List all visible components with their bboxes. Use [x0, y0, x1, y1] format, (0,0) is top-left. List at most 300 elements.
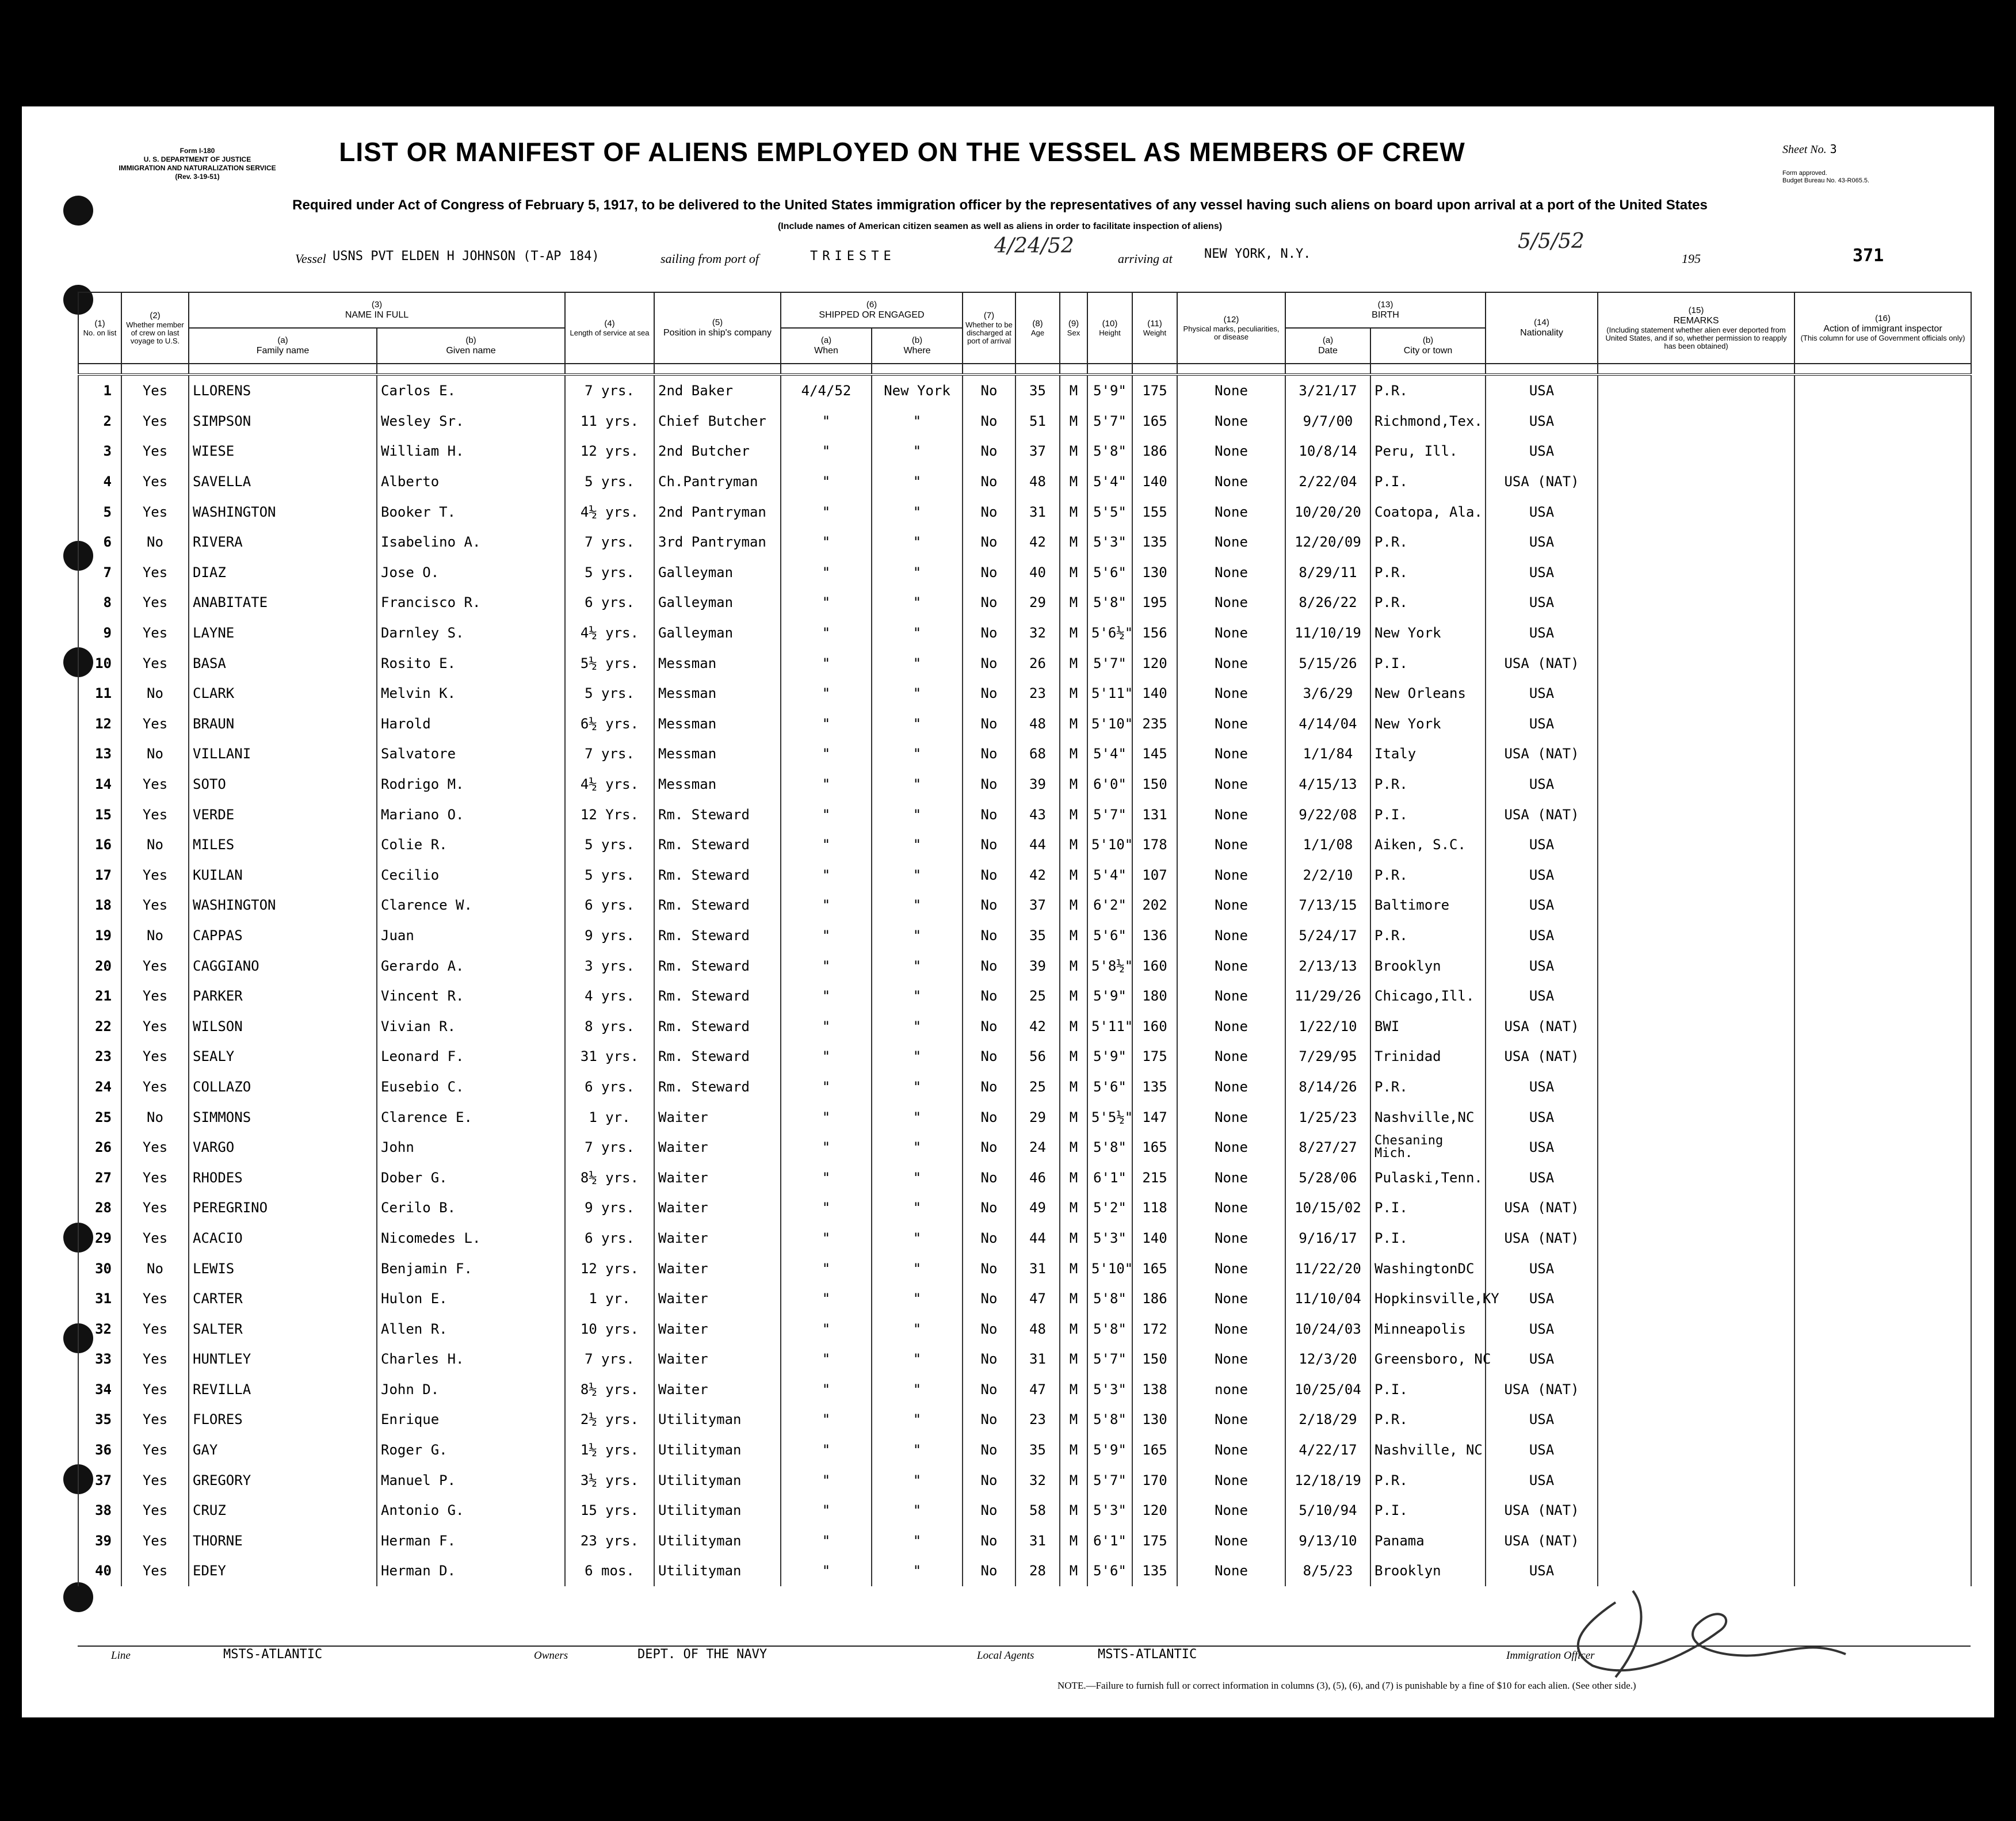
last-voyage-cell: Yes — [121, 1375, 189, 1405]
weight-cell: 172 — [1132, 1314, 1177, 1344]
nationality-cell: USA — [1486, 527, 1598, 558]
service-length-cell: 7 yrs. — [565, 375, 654, 406]
position-cell: Messman — [654, 769, 781, 800]
inspector-action-cell — [1794, 769, 1971, 800]
subtitle: Required under Act of Congress of February 5, 1917, to be delivered to the United States immigration officer by the representatives of any vessel having such aliens on board upon arrival at a port of the United States — [292, 197, 1708, 213]
shipped-when-cell: " — [781, 1223, 872, 1254]
birth-city-cell: P.I. — [1370, 1223, 1486, 1254]
shipped-where-cell: " — [872, 830, 963, 860]
age-cell: 28 — [1015, 1556, 1060, 1586]
family-name-cell: PEREGRINO — [189, 1193, 377, 1223]
remarks-cell — [1598, 648, 1794, 678]
age-cell: 44 — [1015, 830, 1060, 860]
row-number: 29 — [78, 1223, 121, 1254]
row-number: 34 — [78, 1375, 121, 1405]
inspector-action-cell — [1794, 1404, 1971, 1435]
table-row — [78, 406, 1971, 437]
table-row — [78, 1162, 1971, 1193]
birth-date-cell: 10/25/04 — [1285, 1375, 1370, 1405]
weight-cell: 135 — [1132, 527, 1177, 558]
birth-city-cell: Chesaning Mich. — [1370, 1132, 1486, 1163]
age-cell: 25 — [1015, 1072, 1060, 1102]
family-name-cell: MILES — [189, 830, 377, 860]
position-cell: Galleyman — [654, 618, 781, 648]
age-cell: 42 — [1015, 527, 1060, 558]
height-cell: 5'9" — [1087, 1435, 1132, 1465]
nationality-cell: USA — [1486, 406, 1598, 437]
inspector-action-cell — [1794, 1041, 1971, 1072]
given-name-cell: John D. — [377, 1375, 565, 1405]
approval-line-2: Budget Bureau No. 43-R065.5. — [1782, 177, 1870, 184]
inspector-action-cell — [1794, 1132, 1971, 1163]
birth-city-cell: P.R. — [1370, 1465, 1486, 1495]
punch-hole — [63, 1582, 93, 1612]
position-cell: Waiter — [654, 1253, 781, 1284]
family-name-cell: FLORES — [189, 1404, 377, 1435]
col-position-header: (5) Position in ship's company — [654, 292, 781, 364]
family-name-cell: REVILLA — [189, 1375, 377, 1405]
nationality-cell: USA (NAT) — [1486, 467, 1598, 497]
shipped-when-cell: " — [781, 1465, 872, 1495]
remarks-cell — [1598, 709, 1794, 739]
position-cell: Chief Butcher — [654, 406, 781, 437]
given-name-cell: Herman F. — [377, 1526, 565, 1556]
nationality-cell: USA — [1486, 1435, 1598, 1465]
row-number: 19 — [78, 921, 121, 951]
position-cell: 2nd Butcher — [654, 436, 781, 467]
birth-city-cell: New Orleans — [1370, 678, 1486, 709]
marks-cell: None — [1177, 587, 1285, 618]
service-length-cell: 1 yr. — [565, 1284, 654, 1314]
shipped-when-cell: " — [781, 527, 872, 558]
remarks-cell — [1598, 981, 1794, 1011]
family-name-cell: SIMPSON — [189, 406, 377, 437]
service-length-cell: 6 yrs. — [565, 890, 654, 921]
nationality-cell: USA — [1486, 860, 1598, 891]
given-name-cell: Alberto — [377, 467, 565, 497]
given-name-cell: William H. — [377, 436, 565, 467]
position-cell: Rm. Steward — [654, 1011, 781, 1041]
sex-cell: M — [1060, 1011, 1087, 1041]
given-name-cell: Booker T. — [377, 497, 565, 527]
remarks-cell — [1598, 527, 1794, 558]
given-name-cell: Vivian R. — [377, 1011, 565, 1041]
shipped-when-cell: " — [781, 709, 872, 739]
position-cell: Rm. Steward — [654, 890, 781, 921]
table-row — [78, 739, 1971, 769]
service-length-cell: 8 yrs. — [565, 1011, 654, 1041]
row-number: 20 — [78, 950, 121, 981]
height-cell: 5'2" — [1087, 1193, 1132, 1223]
arriving-label: arriving at — [1118, 251, 1173, 266]
row-number: 11 — [78, 678, 121, 709]
table-row — [78, 921, 1971, 951]
col-sex-header: (9) Sex — [1060, 292, 1087, 364]
row-number: 30 — [78, 1253, 121, 1284]
service-length-cell: 5 yrs. — [565, 860, 654, 891]
age-cell: 49 — [1015, 1193, 1060, 1223]
age-cell: 39 — [1015, 769, 1060, 800]
col-birth-date-header: (a) Date — [1285, 328, 1370, 364]
service-length-cell: 10 yrs. — [565, 1314, 654, 1344]
given-name-cell: Mariano O. — [377, 799, 565, 830]
sex-cell: M — [1060, 1193, 1087, 1223]
birth-date-cell: 5/24/17 — [1285, 921, 1370, 951]
age-cell: 47 — [1015, 1375, 1060, 1405]
given-name-cell: Benjamin F. — [377, 1253, 565, 1284]
table-row — [78, 1041, 1971, 1072]
given-name-cell: Wesley Sr. — [377, 406, 565, 437]
service-length-cell: 5 yrs. — [565, 467, 654, 497]
row-number: 13 — [78, 739, 121, 769]
row-number: 36 — [78, 1435, 121, 1465]
col-name-header: (3) NAME IN FULL — [189, 292, 565, 328]
birth-date-cell: 10/15/02 — [1285, 1193, 1370, 1223]
service-length-cell: 2½ yrs. — [565, 1404, 654, 1435]
age-cell: 37 — [1015, 890, 1060, 921]
last-voyage-cell: Yes — [121, 799, 189, 830]
table-row — [78, 648, 1971, 678]
shipped-where-cell: " — [872, 1223, 963, 1254]
agents-value: MSTS-ATLANTIC — [1098, 1647, 1197, 1662]
remarks-cell — [1598, 436, 1794, 467]
remarks-cell — [1598, 921, 1794, 951]
remarks-cell — [1598, 587, 1794, 618]
shipped-when-cell: " — [781, 648, 872, 678]
marks-cell: None — [1177, 436, 1285, 467]
marks-cell: None — [1177, 1102, 1285, 1132]
inspector-action-cell — [1794, 709, 1971, 739]
birth-city-cell: Minneapolis — [1370, 1314, 1486, 1344]
birth-date-cell: 8/5/23 — [1285, 1556, 1370, 1586]
birth-city-cell: P.I. — [1370, 1375, 1486, 1405]
remarks-cell — [1598, 799, 1794, 830]
position-cell: Utilityman — [654, 1465, 781, 1495]
service-length-cell: 7 yrs. — [565, 1132, 654, 1163]
row-number: 5 — [78, 497, 121, 527]
approval-note — [1782, 170, 1978, 185]
service-length-cell: 6 yrs. — [565, 1072, 654, 1102]
remarks-cell — [1598, 830, 1794, 860]
footer-note: NOTE.—Failure to furnish full or correct information in columns (3), (5), (6), and (7) is punishable by a fine of $10 for each alien. (See other side.) — [1057, 1680, 1636, 1691]
position-cell: Utilityman — [654, 1556, 781, 1586]
birth-date-cell: 11/22/20 — [1285, 1253, 1370, 1284]
family-name-cell: SAVELLA — [189, 467, 377, 497]
nationality-cell: USA — [1486, 890, 1598, 921]
birth-city-cell: P.R. — [1370, 769, 1486, 800]
table-row — [78, 1011, 1971, 1041]
table-row — [78, 467, 1971, 497]
remarks-cell — [1598, 860, 1794, 891]
birth-date-cell: 8/14/26 — [1285, 1072, 1370, 1102]
birth-city-cell: P.I. — [1370, 1193, 1486, 1223]
birth-date-cell: 1/1/84 — [1285, 739, 1370, 769]
row-number: 24 — [78, 1072, 121, 1102]
agents-label: Local Agents — [977, 1650, 1034, 1662]
table-row — [78, 950, 1971, 981]
discharge-cell: No — [963, 1072, 1015, 1102]
given-name-cell: Clarence E. — [377, 1102, 565, 1132]
birth-city-cell: Brooklyn — [1370, 950, 1486, 981]
sex-cell: M — [1060, 1375, 1087, 1405]
marks-cell: None — [1177, 830, 1285, 860]
remarks-cell — [1598, 1435, 1794, 1465]
inspector-action-cell — [1794, 1344, 1971, 1375]
sex-cell: M — [1060, 1102, 1087, 1132]
inspector-action-cell — [1794, 1162, 1971, 1193]
birth-city-cell: Richmond,Tex. — [1370, 406, 1486, 437]
given-name-cell: Rosito E. — [377, 648, 565, 678]
remarks-cell — [1598, 1102, 1794, 1132]
col-last-voyage-header: (2) Whether member of crew on last voyage to U.S. — [121, 292, 189, 364]
sex-cell: M — [1060, 1495, 1087, 1526]
position-cell: Waiter — [654, 1314, 781, 1344]
department: U. S. DEPARTMENT OF JUSTICE — [143, 155, 251, 163]
birth-date-cell: 1/22/10 — [1285, 1011, 1370, 1041]
age-cell: 31 — [1015, 1253, 1060, 1284]
birth-date-cell: 9/22/08 — [1285, 799, 1370, 830]
shipped-when-cell: " — [781, 1495, 872, 1526]
discharge-cell: No — [963, 1495, 1015, 1526]
birth-city-cell: Coatopa, Ala. — [1370, 497, 1486, 527]
service-length-cell: 4 yrs. — [565, 981, 654, 1011]
birth-date-cell: 7/29/95 — [1285, 1041, 1370, 1072]
marks-cell: None — [1177, 1495, 1285, 1526]
nationality-cell: USA — [1486, 618, 1598, 648]
table-row — [78, 769, 1971, 800]
height-cell: 5'7" — [1087, 799, 1132, 830]
table-row — [78, 709, 1971, 739]
discharge-cell: No — [963, 1526, 1015, 1556]
last-voyage-cell: No — [121, 921, 189, 951]
sex-cell: M — [1060, 1041, 1087, 1072]
birth-date-cell: 10/8/14 — [1285, 436, 1370, 467]
age-cell: 29 — [1015, 1102, 1060, 1132]
family-name-cell: SEALY — [189, 1041, 377, 1072]
shipped-when-cell: " — [781, 618, 872, 648]
discharge-cell: No — [963, 921, 1015, 951]
marks-cell: None — [1177, 1132, 1285, 1163]
nationality-cell: USA — [1486, 1284, 1598, 1314]
nationality-cell: USA — [1486, 587, 1598, 618]
discharge-cell: No — [963, 527, 1015, 558]
position-cell: Rm. Steward — [654, 1041, 781, 1072]
family-name-cell: SALTER — [189, 1314, 377, 1344]
shipped-when-cell: " — [781, 1375, 872, 1405]
sex-cell: M — [1060, 497, 1087, 527]
shipped-when-cell: " — [781, 1162, 872, 1193]
service-length-cell: 6 mos. — [565, 1556, 654, 1586]
marks-cell: None — [1177, 709, 1285, 739]
sheet-number-value: 3 — [1830, 142, 1837, 156]
given-name-cell: Hulon E. — [377, 1284, 565, 1314]
row-number: 2 — [78, 406, 121, 437]
age-cell: 35 — [1015, 1435, 1060, 1465]
age-cell: 46 — [1015, 1162, 1060, 1193]
col-discharge-header: (7) Whether to be discharged at port of arrival — [963, 292, 1015, 364]
family-name-cell: RHODES — [189, 1162, 377, 1193]
marks-cell: None — [1177, 648, 1285, 678]
shipped-when-cell: " — [781, 950, 872, 981]
given-name-cell: Roger G. — [377, 1435, 565, 1465]
birth-date-cell: 3/6/29 — [1285, 678, 1370, 709]
birth-city-cell: P.R. — [1370, 1404, 1486, 1435]
given-name-cell: Vincent R. — [377, 981, 565, 1011]
height-cell: 5'6" — [1087, 921, 1132, 951]
given-name-cell: Dober G. — [377, 1162, 565, 1193]
given-name-cell: Clarence W. — [377, 890, 565, 921]
row-number: 6 — [78, 527, 121, 558]
weight-cell: 186 — [1132, 1284, 1177, 1314]
given-name-cell: Salvatore — [377, 739, 565, 769]
row-number: 15 — [78, 799, 121, 830]
position-cell: Waiter — [654, 1223, 781, 1254]
age-cell: 68 — [1015, 739, 1060, 769]
last-voyage-cell: Yes — [121, 497, 189, 527]
remarks-cell — [1598, 1344, 1794, 1375]
sex-cell: M — [1060, 860, 1087, 891]
sex-cell: M — [1060, 950, 1087, 981]
birth-city-cell: P.R. — [1370, 587, 1486, 618]
last-voyage-cell: No — [121, 739, 189, 769]
weight-cell: 140 — [1132, 467, 1177, 497]
given-name-cell: Jose O. — [377, 558, 565, 588]
shipped-when-cell: " — [781, 1011, 872, 1041]
year-label: 195 — [1682, 251, 1701, 266]
birth-date-cell: 2/2/10 — [1285, 860, 1370, 891]
remarks-cell — [1598, 1011, 1794, 1041]
discharge-cell: No — [963, 981, 1015, 1011]
height-cell: 5'5" — [1087, 497, 1132, 527]
table-row — [78, 890, 1971, 921]
discharge-cell: No — [963, 769, 1015, 800]
given-name-cell: Harold — [377, 709, 565, 739]
row-number: 31 — [78, 1284, 121, 1314]
weight-cell: 170 — [1132, 1465, 1177, 1495]
marks-cell: None — [1177, 467, 1285, 497]
discharge-cell: No — [963, 1284, 1015, 1314]
age-cell: 48 — [1015, 467, 1060, 497]
discharge-cell: No — [963, 1132, 1015, 1163]
last-voyage-cell: Yes — [121, 558, 189, 588]
remarks-cell — [1598, 769, 1794, 800]
weight-cell: 150 — [1132, 1344, 1177, 1375]
age-cell: 51 — [1015, 406, 1060, 437]
family-name-cell: EDEY — [189, 1556, 377, 1586]
marks-cell: None — [1177, 1253, 1285, 1284]
remarks-cell — [1598, 1162, 1794, 1193]
age-cell: 42 — [1015, 1011, 1060, 1041]
weight-cell: 155 — [1132, 497, 1177, 527]
age-cell: 48 — [1015, 709, 1060, 739]
height-cell: 5'9" — [1087, 981, 1132, 1011]
table-row — [78, 799, 1971, 830]
age-cell: 23 — [1015, 1404, 1060, 1435]
service-length-cell: 5½ yrs. — [565, 648, 654, 678]
shipped-where-cell: " — [872, 1011, 963, 1041]
discharge-cell: No — [963, 739, 1015, 769]
inspector-action-cell — [1794, 1465, 1971, 1495]
discharge-cell: No — [963, 1011, 1015, 1041]
position-cell: Messman — [654, 648, 781, 678]
service-length-cell: 1 yr. — [565, 1102, 654, 1132]
row-number: 8 — [78, 587, 121, 618]
position-cell: Utilityman — [654, 1495, 781, 1526]
family-name-cell: CAGGIANO — [189, 950, 377, 981]
discharge-cell: No — [963, 618, 1015, 648]
remarks-cell — [1598, 1284, 1794, 1314]
discharge-cell: No — [963, 587, 1015, 618]
inspector-action-cell — [1794, 981, 1971, 1011]
given-name-cell: Rodrigo M. — [377, 769, 565, 800]
weight-cell: 135 — [1132, 1072, 1177, 1102]
shipped-where-cell: " — [872, 1162, 963, 1193]
family-name-cell: LEWIS — [189, 1253, 377, 1284]
service-length-cell: 6 yrs. — [565, 1223, 654, 1254]
height-cell: 6'0" — [1087, 769, 1132, 800]
marks-cell: None — [1177, 1314, 1285, 1344]
height-cell: 5'3" — [1087, 527, 1132, 558]
position-cell: Utilityman — [654, 1526, 781, 1556]
nationality-cell: USA — [1486, 1253, 1598, 1284]
arrive-date-handwritten: 5/5/52 — [1518, 230, 1584, 253]
shipped-where-cell: " — [872, 467, 963, 497]
given-name-cell: Leonard F. — [377, 1041, 565, 1072]
family-name-cell: BRAUN — [189, 709, 377, 739]
line-value: MSTS-ATLANTIC — [223, 1647, 323, 1662]
discharge-cell: No — [963, 1435, 1015, 1465]
position-cell: Galleyman — [654, 558, 781, 588]
row-number: 37 — [78, 1465, 121, 1495]
table-row — [78, 587, 1971, 618]
row-number: 9 — [78, 618, 121, 648]
last-voyage-cell: Yes — [121, 1465, 189, 1495]
shipped-when-cell: " — [781, 1314, 872, 1344]
position-cell: Ch.Pantryman — [654, 467, 781, 497]
discharge-cell: No — [963, 1465, 1015, 1495]
discharge-cell: No — [963, 1375, 1015, 1405]
sex-cell: M — [1060, 678, 1087, 709]
birth-city-cell: Nashville,NC — [1370, 1102, 1486, 1132]
remarks-cell — [1598, 1132, 1794, 1163]
position-cell: Utilityman — [654, 1435, 781, 1465]
age-cell: 29 — [1015, 587, 1060, 618]
nationality-cell: USA — [1486, 981, 1598, 1011]
shipped-when-cell: " — [781, 406, 872, 437]
remarks-cell — [1598, 1526, 1794, 1556]
form-number: Form I-180 — [180, 147, 215, 155]
table-row — [78, 1526, 1971, 1556]
birth-city-cell: P.R. — [1370, 527, 1486, 558]
nationality-cell: USA (NAT) — [1486, 1526, 1598, 1556]
position-cell: Waiter — [654, 1344, 781, 1375]
position-cell: 2nd Baker — [654, 375, 781, 406]
remarks-cell — [1598, 1465, 1794, 1495]
inspector-action-cell — [1794, 1526, 1971, 1556]
sail-date-handwritten: 4/24/52 — [994, 234, 1074, 258]
crew-rows — [78, 375, 1971, 1586]
sheet-number — [1782, 142, 1978, 156]
nationality-cell: USA — [1486, 769, 1598, 800]
col-weight-header: (11) Weight — [1132, 292, 1177, 364]
shipped-when-cell: " — [781, 890, 872, 921]
weight-cell: 135 — [1132, 1556, 1177, 1586]
sex-cell: M — [1060, 1314, 1087, 1344]
row-number: 35 — [78, 1404, 121, 1435]
shipped-when-cell: " — [781, 587, 872, 618]
birth-city-cell: Greensboro, NC — [1370, 1344, 1486, 1375]
service-length-cell: 4½ yrs. — [565, 618, 654, 648]
